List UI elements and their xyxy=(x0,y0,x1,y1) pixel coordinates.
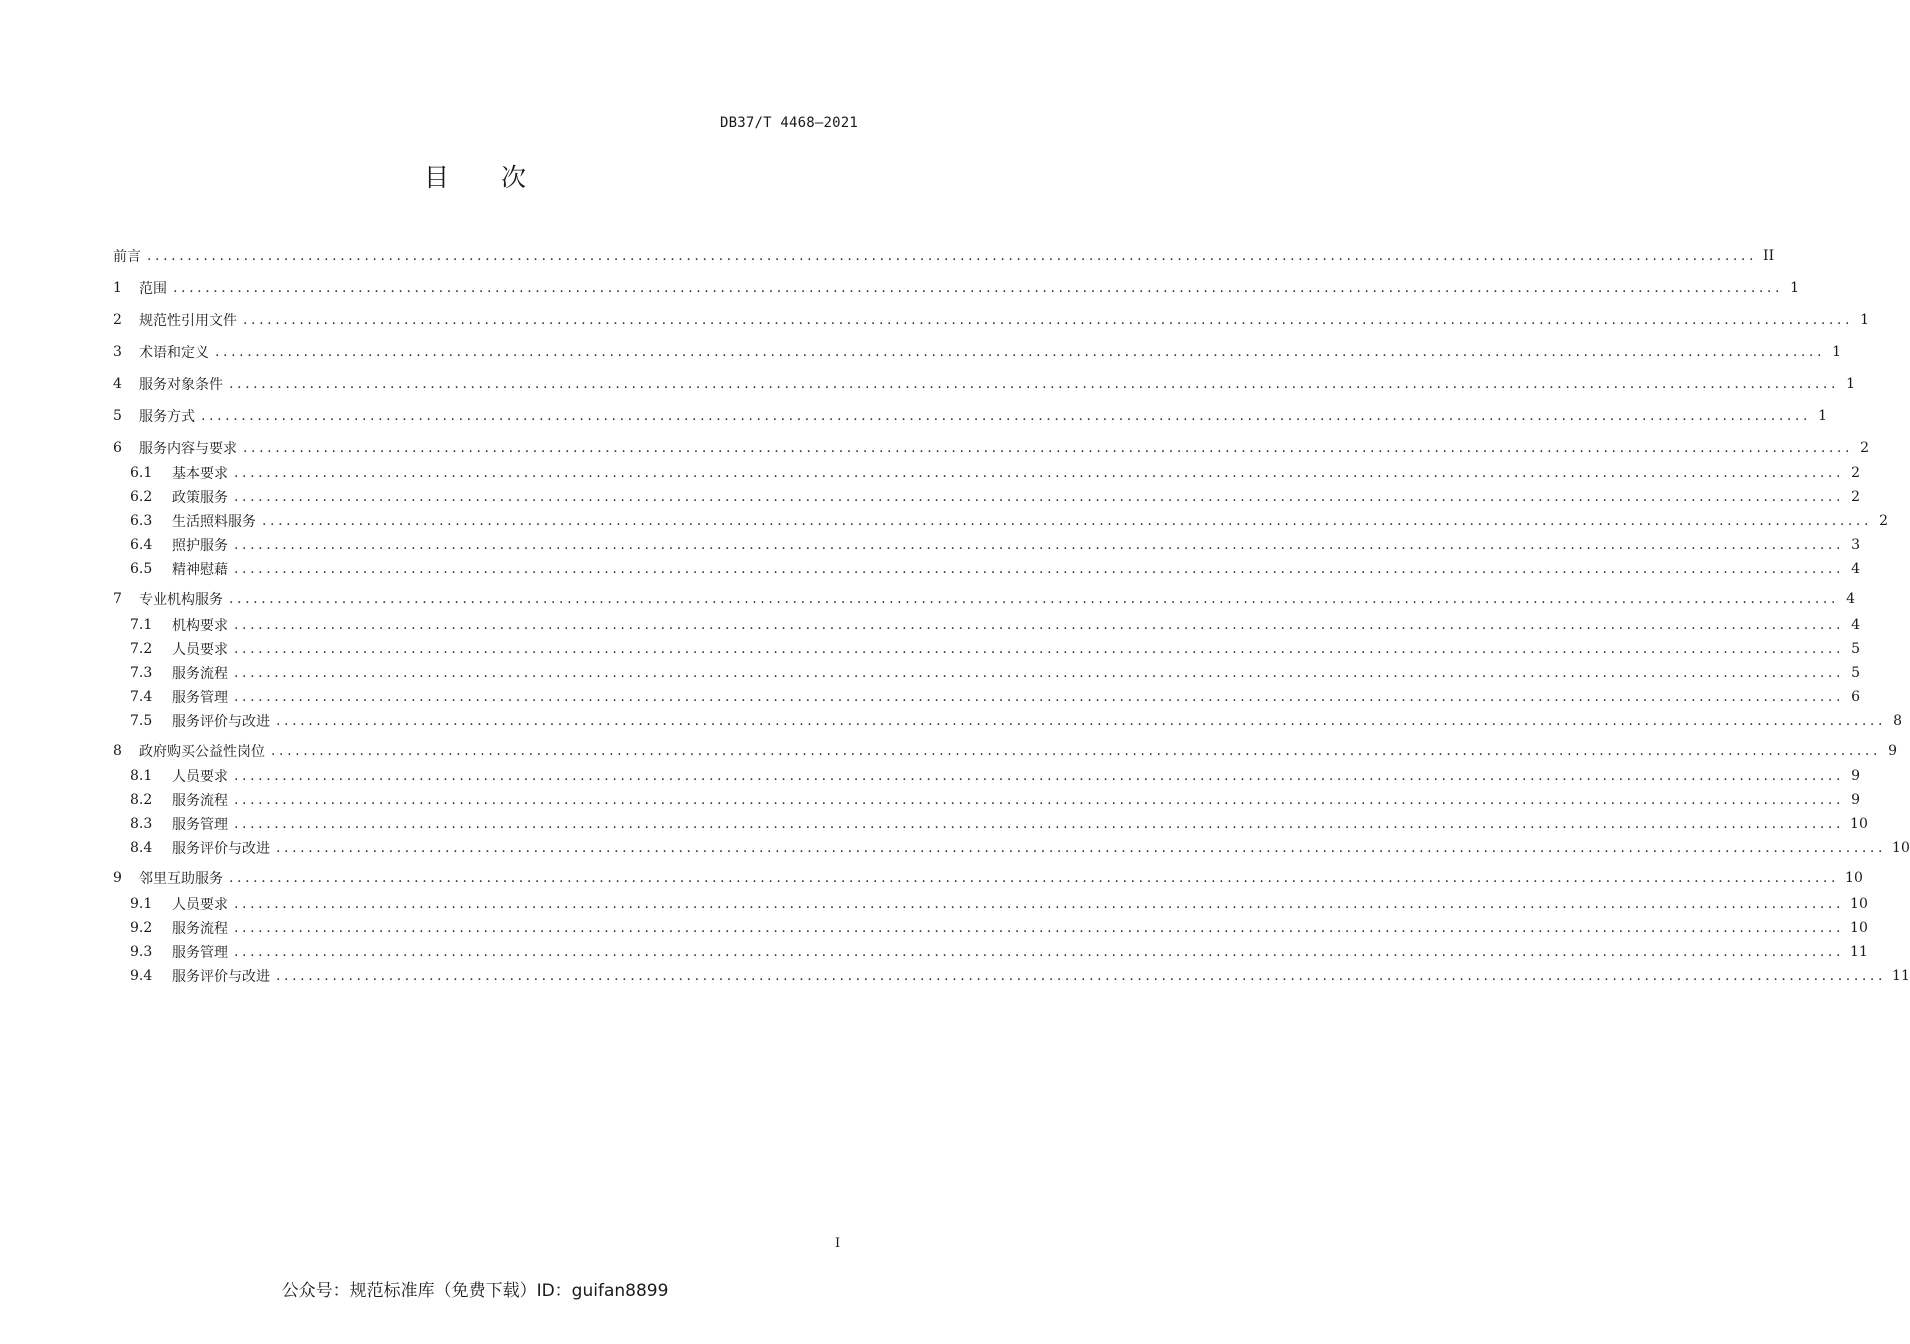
toc-entry[interactable] xyxy=(113,341,1842,363)
toc-leader-dots: ........................................................................................................................................................................................................ xyxy=(201,408,1812,424)
toc-entry-number: 9.4 xyxy=(130,968,153,984)
toc-entry-page: 11 xyxy=(1892,968,1910,984)
toc-entry[interactable] xyxy=(113,277,1800,299)
toc-entry-label: 服务管理 xyxy=(172,817,228,833)
toc-entry-label: 服务流程 xyxy=(172,793,228,809)
toc-entry[interactable] xyxy=(130,837,1910,859)
toc-entry[interactable] xyxy=(130,765,1861,787)
toc-entry-number: 2 xyxy=(113,312,122,328)
toc-entry-number: 8.4 xyxy=(130,840,153,856)
toc-entry-number: 6 xyxy=(113,440,122,456)
toc-leader-dots: ........................................................................................................................................................................................................ xyxy=(243,440,1854,456)
toc-entry-label: 服务对象条件 xyxy=(139,377,223,393)
toc-entry-number: 8.1 xyxy=(130,768,153,784)
toc-entry-label: 服务内容与要求 xyxy=(139,441,237,457)
toc-entry[interactable] xyxy=(130,893,1868,915)
toc-entry-number: 8.2 xyxy=(130,792,153,808)
toc-entry-page: 10 xyxy=(1845,870,1863,886)
toc-entry-number: 1 xyxy=(113,280,122,296)
toc-leader-dots: ........................................................................................................................................................................................................ xyxy=(243,312,1854,328)
toc-entry-number: 7 xyxy=(113,591,122,607)
toc-leader-dots: ........................................................................................................................................................................................................ xyxy=(147,248,1758,264)
toc-entry-label: 服务评价与改进 xyxy=(172,841,270,857)
toc-leader-dots: ........................................................................................................................................................................................................ xyxy=(229,870,1840,886)
toc-entry-page: 10 xyxy=(1850,920,1868,936)
toc-entry[interactable] xyxy=(130,462,1861,484)
toc-entry-page: 1 xyxy=(1832,344,1842,360)
toc-entry-page: 4 xyxy=(1851,561,1861,577)
toc-leader-dots: ........................................................................................................................................................................................................ xyxy=(229,591,1840,607)
toc-leader-dots: ........................................................................................................................................................................................................ xyxy=(234,816,1845,832)
toc-entry-page: 11 xyxy=(1850,944,1868,960)
toc-entry-label: 人员要求 xyxy=(172,769,228,785)
toc-entry-number: 4 xyxy=(113,376,122,392)
toc-entry[interactable] xyxy=(130,710,1903,732)
toc-entry[interactable] xyxy=(130,614,1861,636)
toc-entry-label: 术语和定义 xyxy=(139,345,209,361)
toc-leader-dots: ........................................................................................................................................................................................................ xyxy=(234,537,1845,553)
toc-entry-page: 3 xyxy=(1851,537,1861,553)
toc-entry-label: 照护服务 xyxy=(172,538,228,554)
toc-entry[interactable] xyxy=(113,405,1828,427)
toc-entry-page: 10 xyxy=(1850,816,1868,832)
toc-entry-page: 2 xyxy=(1879,513,1889,529)
toc-entry-number: 7.5 xyxy=(130,713,153,729)
toc-entry[interactable] xyxy=(113,740,1898,762)
toc-entry-page: 10 xyxy=(1892,840,1910,856)
toc-leader-dots: ........................................................................................................................................................................................................ xyxy=(234,489,1845,505)
toc-entry-number: 9 xyxy=(113,870,122,886)
toc-entry-number: 6.3 xyxy=(130,513,153,529)
toc-entry[interactable] xyxy=(113,245,1775,267)
toc-leader-dots: ........................................................................................................................................................................................................ xyxy=(229,376,1840,392)
toc-entry-page: 4 xyxy=(1846,591,1856,607)
toc-entry[interactable] xyxy=(113,588,1856,610)
toc-entry-label: 生活照料服务 xyxy=(172,514,256,530)
toc-entry[interactable] xyxy=(130,789,1861,811)
toc-entry-number: 7.1 xyxy=(130,617,153,633)
footer-watermark: 公众号：规范标准库（免费下载）ID：guifan8899 xyxy=(281,1281,669,1301)
toc-leader-dots: ........................................................................................................................................................................................................ xyxy=(234,768,1845,784)
page-folio: I xyxy=(835,1236,841,1251)
toc-entry[interactable] xyxy=(130,917,1868,939)
toc-leader-dots: ........................................................................................................................................................................................................ xyxy=(173,280,1784,296)
toc-leader-dots: ........................................................................................................................................................................................................ xyxy=(234,689,1845,705)
toc-entry-number: 3 xyxy=(113,344,122,360)
toc-entry-number: 8.3 xyxy=(130,816,153,832)
toc-entry[interactable] xyxy=(130,941,1868,963)
toc-entry-page: 6 xyxy=(1851,689,1861,705)
toc-entry[interactable] xyxy=(130,510,1889,532)
title-char-1: 目 xyxy=(423,163,449,192)
toc-entry-page: 5 xyxy=(1851,665,1861,681)
toc-leader-dots: ........................................................................................................................................................................................................ xyxy=(276,968,1887,984)
toc-leader-dots: ........................................................................................................................................................................................................ xyxy=(234,561,1845,577)
toc-entry-page: II xyxy=(1763,248,1775,264)
toc-entry[interactable] xyxy=(113,309,1870,331)
toc-entry-page: 1 xyxy=(1818,408,1828,424)
toc-entry[interactable] xyxy=(130,638,1861,660)
toc-entry[interactable] xyxy=(130,486,1861,508)
toc-entry[interactable] xyxy=(113,373,1856,395)
toc-entry-label: 专业机构服务 xyxy=(139,592,223,608)
toc-leader-dots: ........................................................................................................................................................................................................ xyxy=(234,641,1845,657)
toc-entry[interactable] xyxy=(113,867,1863,889)
toc-entry-number: 6.4 xyxy=(130,537,153,553)
toc-entry-label: 服务管理 xyxy=(172,690,228,706)
toc-leader-dots: ........................................................................................................................................................................................................ xyxy=(262,513,1873,529)
toc-entry-page: 1 xyxy=(1790,280,1800,296)
toc-entry-label: 规范性引用文件 xyxy=(139,313,237,329)
toc-entry-number: 7.4 xyxy=(130,689,153,705)
toc-entry-number: 7.2 xyxy=(130,641,153,657)
toc-leader-dots: ........................................................................................................................................................................................................ xyxy=(276,713,1887,729)
toc-entry-label: 服务流程 xyxy=(172,921,228,937)
toc-entry-label: 范围 xyxy=(139,281,167,297)
toc-leader-dots: ........................................................................................................................................................................................................ xyxy=(234,944,1845,960)
toc-entry[interactable] xyxy=(130,965,1910,987)
toc-entry-label: 人员要求 xyxy=(172,642,228,658)
toc-leader-dots: ........................................................................................................................................................................................................ xyxy=(234,920,1845,936)
toc-entry[interactable] xyxy=(130,534,1861,556)
toc-entry-label: 机构要求 xyxy=(172,618,228,634)
toc-leader-dots: ........................................................................................................................................................................................................ xyxy=(271,743,1882,759)
toc-entry-label: 邻里互助服务 xyxy=(139,871,223,887)
toc-entry-label: 政策服务 xyxy=(172,490,228,506)
toc-entry-page: 2 xyxy=(1851,489,1861,505)
toc-leader-dots: ........................................................................................................................................................................................................ xyxy=(234,792,1845,808)
toc-entry[interactable] xyxy=(130,813,1868,835)
toc-leader-dots: ........................................................................................................................................................................................................ xyxy=(234,896,1845,912)
document-code: DB37/T 4468—2021 xyxy=(719,115,858,131)
toc-entry-label: 服务管理 xyxy=(172,945,228,961)
toc-entry-label: 前言 xyxy=(113,249,141,265)
toc-entry-page: 2 xyxy=(1851,465,1861,481)
toc-entry-number: 6.1 xyxy=(130,465,153,481)
toc-entry-label: 精神慰藉 xyxy=(172,562,228,578)
toc-entry-number: 9.2 xyxy=(130,920,153,936)
toc-entry[interactable] xyxy=(130,558,1861,580)
toc-entry-label: 服务评价与改进 xyxy=(172,714,270,730)
toc-entry-page: 1 xyxy=(1860,312,1870,328)
toc-entry-label: 服务方式 xyxy=(139,409,195,425)
title-char-2: 次 xyxy=(501,163,527,192)
toc-entry-label: 服务评价与改进 xyxy=(172,969,270,985)
toc-entry-number: 6.5 xyxy=(130,561,153,577)
toc-entry-page: 1 xyxy=(1846,376,1856,392)
toc-entry-number: 7.3 xyxy=(130,665,153,681)
toc-entry-label: 基本要求 xyxy=(172,466,228,482)
toc-entry-label: 服务流程 xyxy=(172,666,228,682)
toc-entry-number: 5 xyxy=(113,408,122,424)
toc-entry-number: 9.3 xyxy=(130,944,153,960)
toc-entry-page: 4 xyxy=(1851,617,1861,633)
toc-entry-page: 9 xyxy=(1888,743,1898,759)
toc-entry-number: 9.1 xyxy=(130,896,153,912)
page-title xyxy=(0,158,950,194)
toc-entry[interactable] xyxy=(130,662,1861,684)
toc-entry-page: 10 xyxy=(1850,896,1868,912)
toc-leader-dots: ........................................................................................................................................................................................................ xyxy=(234,665,1845,681)
toc-entry-number: 8 xyxy=(113,743,122,759)
toc-leader-dots: ........................................................................................................................................................................................................ xyxy=(234,465,1845,481)
toc-entry[interactable] xyxy=(113,437,1870,459)
toc-entry-page: 2 xyxy=(1860,440,1870,456)
toc-entry-page: 8 xyxy=(1893,713,1903,729)
toc-entry-label: 政府购买公益性岗位 xyxy=(139,744,265,760)
toc-leader-dots: ........................................................................................................................................................................................................ xyxy=(234,617,1845,633)
toc-entry-page: 5 xyxy=(1851,641,1861,657)
toc-entry-page: 9 xyxy=(1851,792,1861,808)
toc-leader-dots: ........................................................................................................................................................................................................ xyxy=(215,344,1826,360)
toc-entry-number: 6.2 xyxy=(130,489,153,505)
toc-entry-label: 人员要求 xyxy=(172,897,228,913)
toc-entry[interactable] xyxy=(130,686,1861,708)
toc-entry-page: 9 xyxy=(1851,768,1861,784)
toc-leader-dots: ........................................................................................................................................................................................................ xyxy=(276,840,1887,856)
